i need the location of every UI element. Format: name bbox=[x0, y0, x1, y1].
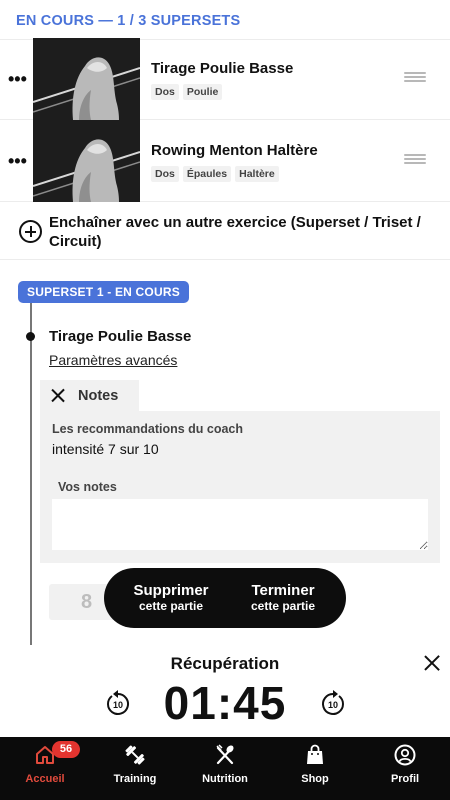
tab-accueil[interactable] bbox=[0, 737, 90, 800]
notes-tab[interactable] bbox=[40, 380, 139, 412]
dumbbell-icon bbox=[124, 744, 146, 766]
exercise-thumbnail bbox=[33, 120, 140, 202]
chain-exercise-label: Enchaîner avec un autre exercice (Superset / Triset / Circuit) bbox=[49, 214, 421, 250]
notes-tab-label: Notes bbox=[78, 388, 119, 404]
your-notes-label: Vos notes bbox=[58, 480, 117, 494]
muscle-tag: Dos bbox=[151, 84, 179, 100]
finish-part-button[interactable] bbox=[228, 582, 338, 614]
muscle-tag: Dos bbox=[151, 166, 179, 182]
close-icon[interactable] bbox=[51, 388, 65, 402]
bottom-tab-bar bbox=[0, 737, 450, 800]
notification-badge: 56 bbox=[52, 741, 80, 758]
tab-label: Shop bbox=[301, 773, 329, 785]
status-header bbox=[0, 0, 450, 40]
exercise-thumbnail bbox=[33, 38, 140, 120]
muscle-tag: Épaules bbox=[183, 166, 231, 182]
exercise-title: Tirage Poulie Basse bbox=[151, 60, 294, 77]
advanced-settings-link[interactable]: Paramètres avancés bbox=[49, 352, 178, 368]
exercise-tags bbox=[151, 84, 222, 100]
delete-part-button[interactable] bbox=[116, 582, 226, 614]
close-recovery-icon[interactable] bbox=[424, 655, 440, 671]
tab-label: Training bbox=[113, 773, 157, 785]
shopping-bag-icon bbox=[304, 744, 326, 766]
coach-recommendations-label: Les recommandations du coach bbox=[52, 422, 244, 436]
tab-profil[interactable] bbox=[360, 737, 450, 800]
exercise-row[interactable] bbox=[0, 38, 450, 120]
exercise-row[interactable] bbox=[0, 120, 450, 202]
tab-label: Nutrition bbox=[202, 773, 248, 785]
finish-part-sublabel: cette partie bbox=[250, 599, 316, 613]
your-notes-input[interactable] bbox=[52, 499, 428, 550]
set-value: 8 bbox=[81, 591, 93, 613]
plus-circle-icon bbox=[19, 220, 42, 243]
tab-label: Accueil bbox=[25, 773, 65, 785]
current-exercise-title: Tirage Poulie Basse bbox=[49, 328, 192, 345]
equipment-tag: Haltère bbox=[235, 166, 279, 182]
more-options-icon[interactable]: ••• bbox=[8, 69, 27, 89]
user-circle-icon bbox=[394, 744, 416, 766]
drag-handle-icon[interactable] bbox=[404, 72, 426, 84]
forward-10-icon[interactable] bbox=[319, 690, 347, 718]
exercise-title: Rowing Menton Haltère bbox=[151, 142, 318, 159]
tab-training[interactable] bbox=[90, 737, 180, 800]
superset-status-badge: SUPERSET 1 - EN COURS bbox=[18, 281, 189, 303]
tab-label: Profil bbox=[390, 773, 420, 785]
utensils-icon bbox=[214, 744, 236, 766]
equipment-tag: Poulie bbox=[183, 84, 223, 100]
action-pill bbox=[104, 568, 346, 628]
delete-part-sublabel: cette partie bbox=[138, 599, 204, 613]
delete-part-label: Supprimer bbox=[133, 582, 209, 599]
rewind-seconds: 10 bbox=[112, 700, 124, 710]
tab-nutrition[interactable] bbox=[180, 737, 270, 800]
recovery-timer: 01:45 bbox=[163, 677, 287, 729]
coach-recommendations-text: intensité 7 sur 10 bbox=[52, 441, 159, 457]
drag-handle-icon[interactable] bbox=[404, 154, 426, 166]
forward-seconds: 10 bbox=[327, 700, 339, 710]
chain-exercise-button[interactable] bbox=[0, 202, 450, 260]
tab-shop[interactable] bbox=[270, 737, 360, 800]
more-options-icon[interactable]: ••• bbox=[8, 151, 27, 171]
finish-part-label: Terminer bbox=[251, 582, 315, 599]
recovery-title: Récupération bbox=[170, 654, 280, 673]
superset-progress-text: EN COURS — 1 / 3 SUPERSETS bbox=[16, 13, 241, 29]
timeline-line bbox=[30, 303, 32, 645]
notes-panel bbox=[40, 411, 440, 563]
timeline-dot bbox=[26, 332, 35, 341]
exercise-tags bbox=[151, 166, 279, 182]
